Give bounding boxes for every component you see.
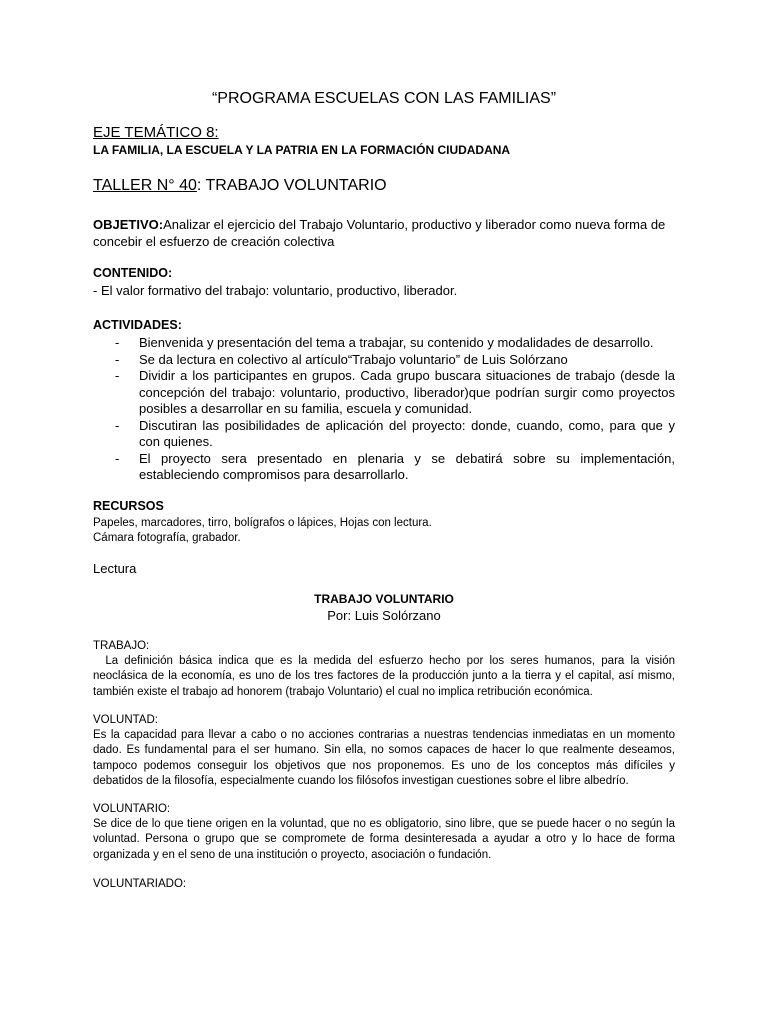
reading-title: TRABAJO VOLUNTARIO <box>314 592 454 606</box>
list-item-text: El proyecto sera presentado en plenaria y se debatirá sobre su implementación, estableciendo compromisos para desarrollarlo. <box>139 450 675 482</box>
objetivo-label: OBJETIVO: <box>93 217 164 232</box>
recursos-text <box>93 516 675 545</box>
definition-trabajo <box>93 654 675 700</box>
bullet-dash: - <box>115 417 120 433</box>
objetivo-text: Analizar el ejercicio del Trabajo Voluntario, productivo y liberador como nueva forma de concebir el esfuerzo de creación colectiva <box>93 217 666 249</box>
list-item-text: Discutiran las posibilidades de aplicación del proyecto: donde, cuando, como, para que y con quienes. <box>139 417 675 449</box>
list-item <box>93 451 675 484</box>
list-item-text: Se da lectura en colectivo al artículo“Trabajo voluntario” de Luis Solórzano <box>139 351 568 367</box>
term-voluntario: VOLUNTARIO: <box>93 803 171 815</box>
eje-tematico-subtitle: LA FAMILIA, LA ESCUELA Y LA PATRIA EN LA FORMACIÓN CIUDADANA <box>93 143 511 157</box>
bullet-dash: - <box>115 450 120 466</box>
eje-tematico-label: EJE TEMÁTICO 8: <box>93 124 219 141</box>
list-item <box>93 335 675 352</box>
reading-author: Por: Luis Solórzano <box>327 608 441 623</box>
definition-voluntario: Se dice de lo que tiene origen en la voluntad, que no es obligatorio, sino libre, que se puede hacer o no según la voluntad. Persona o grupo que se compromete de forma desinteresada a ayudar a otro y lo hace de forma organizada y en el seno de una institución o proyecto, asociación o fundación. <box>93 818 675 861</box>
definition-voluntad: Es la capacidad para llevar a cabo o no acciones contrarias a nuestras tendencias inmediatas en un momento dado. Es fundamental para el ser humano. Sin ella, no somos capaces de hacer lo que realmente deseamos, tampoco podemos conseguir los objetivos que nos proponemos. Es uno de los conceptos más difíciles y debatidos de la filosofía, especialmente cuando los filósofos investigan cuestiones sobre el libre albedrío. <box>93 729 675 787</box>
term-voluntariado: VOLUNTARIADO: <box>93 878 187 890</box>
contenido-text: - El valor formativo del trabajo: voluntario, productivo, liberador. <box>93 283 458 298</box>
list-item-text: Bienvenida y presentación del tema a trabajar, su contenido y modalidades de desarrollo. <box>139 335 654 350</box>
list-item <box>93 352 675 369</box>
term-trabajo: TRABAJO: <box>93 640 150 652</box>
list-item <box>93 368 675 418</box>
actividades-list <box>93 335 675 484</box>
recursos-label: RECURSOS <box>93 499 164 513</box>
taller-heading <box>93 177 675 195</box>
bullet-dash: - <box>115 335 120 350</box>
contenido-label: CONTENIDO: <box>93 266 173 280</box>
recursos-line-1: Papeles, marcadores, tirro, bolígrafos o lápices, Hojas con lectura. <box>93 517 432 529</box>
bullet-dash: - <box>115 368 120 383</box>
taller-title: : TRABAJO VOLUNTARIO <box>196 177 387 194</box>
bullet-dash: - <box>115 351 120 367</box>
list-item-text: Dividir a los participantes en grupos. Cada grupo buscara situaciones de trabajo (desde la concepción del trabajo: voluntario, productivo, liberador)que podrían surgir como proyectos posibles a desarrollar en su familia, escuela y comunidad. <box>139 368 675 416</box>
term-voluntad: VOLUNTAD: <box>93 714 158 726</box>
list-item <box>93 418 675 451</box>
lectura-label: Lectura <box>93 561 137 576</box>
taller-number: TALLER N° 40 <box>93 177 197 194</box>
objetivo-paragraph <box>93 216 675 250</box>
recursos-line-2: Cámara fotografía, grabador. <box>93 531 241 544</box>
definition-text: La definición básica indica que es la medida del esfuerzo hecho por los seres humanos, para la visión neoclásica de la economía, es uno de los tres factores de la producción junto a la tierra y el capital, así mismo, también existe el trabajo ad honorem (trabajo Voluntario) el cual no implica retribución económica. <box>93 655 675 698</box>
document-title: “PROGRAMA ESCUELAS CON LAS FAMILIAS” <box>211 90 557 107</box>
actividades-label: ACTIVIDADES: <box>93 318 182 332</box>
